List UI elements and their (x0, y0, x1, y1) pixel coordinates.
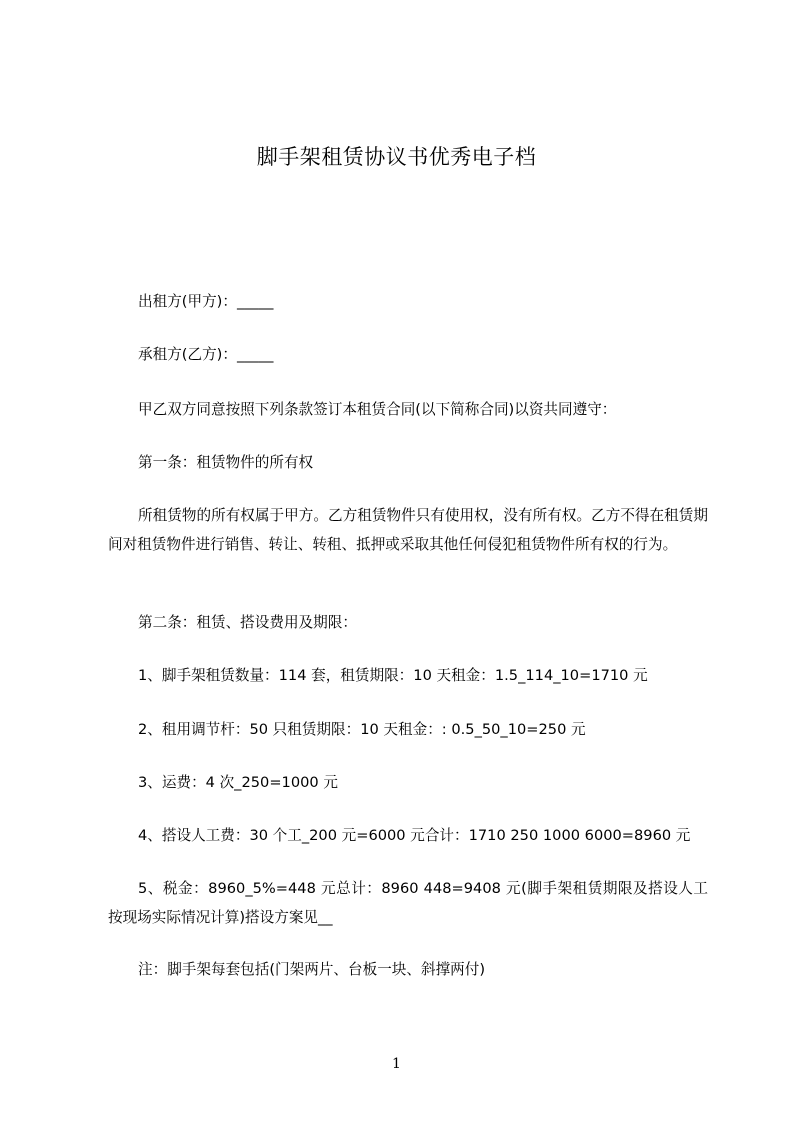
fee-item-1: 1、脚手架租赁数量：114 套，租赁期限：10 天租金：1.5_114_10=1710 元 (138, 667, 648, 684)
note-line: 注：脚手架每套包括(门架两片、台板一块、斜撑两付) (138, 961, 486, 978)
article-one-heading: 第一条：租赁物件的所有权 (138, 454, 314, 471)
article-two-heading: 第二条：租赁、搭设费用及期限： (138, 614, 357, 631)
ownership-clause: 所租赁物的所有权属于甲方。乙方租赁物件只有使用权，没有所有权。乙方不得在租赁期间对租赁物件进行销售、转让、转租、抵押或采取其他任何侵犯租赁物件所有权的行为。 (108, 507, 708, 553)
fee-item-5: 5、税金：8960_5%=448 元总计：8960 448=9408 元(脚手架租赁期限及搭设人工按现场实际情况计算)搭设方案见__ (108, 880, 708, 926)
fee-item-4: 4、搭设人工费：30 个工_200 元=6000 元合计：1710 250 1000 6000=8960 元 (138, 827, 691, 844)
page-number: 1 (392, 1056, 401, 1072)
document-title: 脚手架租赁协议书优秀电子档 (256, 145, 537, 169)
lessor-line: 出租方(甲方)：_____ (138, 293, 274, 310)
fee-item-2: 2、租用调节杆：50 只租赁期限：10 天租金：: 0.5_50_10=250 元 (138, 721, 586, 738)
agreement-intro: 甲乙双方同意按照下列条款签订本租赁合同(以下简称合同)以资共同遵守： (138, 401, 617, 418)
lessee-line: 承租方(乙方)：_____ (138, 346, 274, 363)
fee-item-3: 3、运费：4 次_250=1000 元 (138, 774, 338, 791)
